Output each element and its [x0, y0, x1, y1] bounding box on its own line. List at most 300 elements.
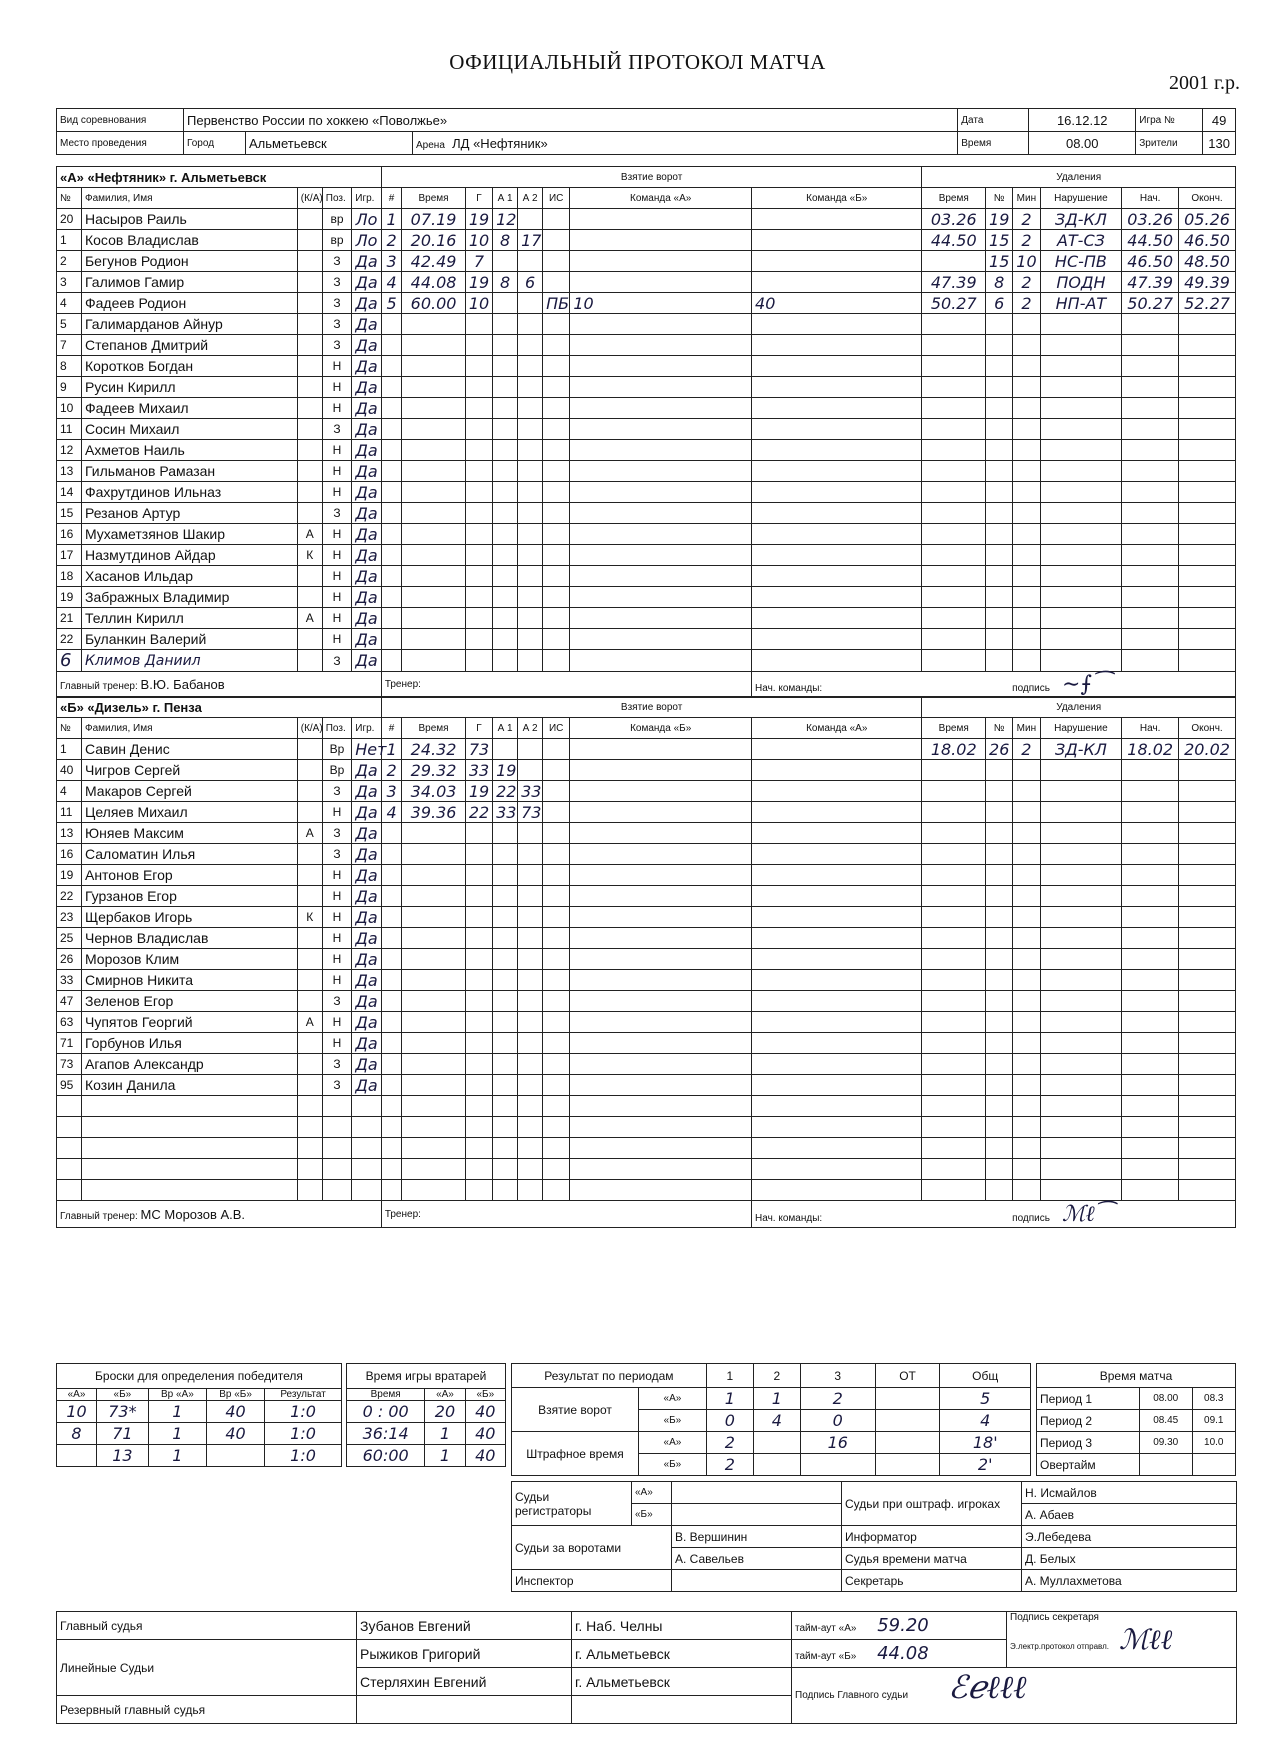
- goal-assist-2: [518, 1033, 543, 1054]
- goal-assist-1: 22: [493, 781, 518, 802]
- player-role: [297, 482, 322, 503]
- penalty-time: 47.39: [922, 272, 986, 293]
- col-g: Г: [465, 718, 492, 739]
- goal-time: [402, 928, 466, 949]
- penalty-start: 44.50: [1122, 230, 1179, 251]
- penalty-start: [1122, 1012, 1179, 1033]
- player-role: [297, 587, 322, 608]
- player-name: Галимов Гамир: [81, 272, 297, 293]
- penalty-minutes: [1013, 886, 1040, 907]
- penalty-minutes: [1013, 587, 1040, 608]
- penalty-violation: [1040, 844, 1122, 865]
- player-played: Да: [352, 398, 382, 419]
- penalty-player: [986, 398, 1013, 419]
- goal-assist-1: 8: [493, 272, 518, 293]
- penalty-time: [922, 524, 986, 545]
- goal-situation: [543, 1012, 570, 1033]
- goal-scorer: [465, 356, 492, 377]
- shootout-team-a: [570, 608, 752, 629]
- penalty-violation: [1040, 503, 1122, 524]
- goal-assist-2: [518, 398, 543, 419]
- shootout-team-a: [570, 970, 752, 991]
- linesman-1: Рыжиков Григорий: [357, 1640, 572, 1668]
- player-name: Фадеев Родион: [81, 293, 297, 314]
- penalty-time: 18.02: [922, 739, 986, 760]
- table-row: [57, 272, 1236, 293]
- penalty-minutes: 10: [1013, 251, 1040, 272]
- shootout-team-b: [752, 991, 922, 1012]
- player-number: 1: [57, 739, 82, 760]
- goal-scorer: 22: [465, 802, 492, 823]
- player-position: З: [322, 991, 352, 1012]
- shootout-team-b: [752, 760, 922, 781]
- goal-number: 5: [381, 293, 401, 314]
- player-played: Да: [352, 461, 382, 482]
- penalty-start: [1122, 844, 1179, 865]
- penalty-violation: [1040, 314, 1122, 335]
- registrar-a-label: «А»: [632, 1482, 672, 1504]
- goal-assist-1: [493, 991, 518, 1012]
- player-role: К: [297, 545, 322, 566]
- team-a-coach-label: Главный тренер:: [60, 681, 138, 692]
- penalty-start: [1122, 377, 1179, 398]
- penalty-minutes: [1013, 314, 1040, 335]
- goal-scorer: [465, 461, 492, 482]
- goal-scorer: [465, 1117, 492, 1138]
- player-role: [297, 865, 322, 886]
- table-row: [57, 419, 1236, 440]
- penalty-violation: [1040, 1012, 1122, 1033]
- shootout-team-a: [570, 886, 752, 907]
- main-ref-city: г. Наб. Челны: [572, 1612, 792, 1640]
- penalty-end: [1179, 844, 1236, 865]
- player-played: [352, 1096, 382, 1117]
- player-number: [57, 1096, 82, 1117]
- goal-assist-2: 17: [518, 230, 543, 251]
- goal-time: [402, 844, 466, 865]
- goal-number: [381, 1159, 401, 1180]
- goal-situation: [543, 314, 570, 335]
- penalty-end: [1179, 1012, 1236, 1033]
- table-row: [57, 886, 1236, 907]
- goal-time: [402, 566, 466, 587]
- table-row: [57, 335, 1236, 356]
- player-played: Да: [352, 587, 382, 608]
- player-role: [297, 503, 322, 524]
- penalty-player: [986, 928, 1013, 949]
- penalty-time: [922, 1054, 986, 1075]
- penalty-minutes: [1013, 440, 1040, 461]
- goal-time: 29.32: [402, 760, 466, 781]
- player-number: [57, 1180, 82, 1201]
- goal-assist-1: 12: [493, 209, 518, 230]
- penalty-time: [922, 377, 986, 398]
- goalie-time-row: [347, 1445, 506, 1467]
- goal-number: [381, 503, 401, 524]
- team-a-coach: В.Ю. Бабанов: [140, 677, 225, 692]
- shootout-team-a: [570, 1138, 752, 1159]
- goal-scorer: [465, 545, 492, 566]
- goals-b-total: 4: [940, 1410, 1031, 1432]
- goal-number: [381, 1096, 401, 1117]
- shootout-team-a: [570, 781, 752, 802]
- player-played: Да: [352, 440, 382, 461]
- reserve-ref-city: [572, 1696, 792, 1724]
- player-number: 6: [57, 650, 82, 672]
- reserve-ref-label: Резервный главный судья: [57, 1696, 357, 1724]
- player-played: Ло: [352, 230, 382, 251]
- match-header: [56, 108, 1236, 155]
- goal-number: [381, 566, 401, 587]
- goal-time: 44.08: [402, 272, 466, 293]
- goal-situation: [543, 928, 570, 949]
- player-number: 40: [57, 760, 82, 781]
- player-number: 22: [57, 629, 82, 650]
- game-value: 49: [1203, 109, 1236, 132]
- penalty-violation: [1040, 802, 1122, 823]
- goal-assist-1: [493, 1117, 518, 1138]
- penalty-end: 20.02: [1179, 739, 1236, 760]
- penalty-start: 18.02: [1122, 739, 1179, 760]
- shootout-team-a: [570, 844, 752, 865]
- penalty-start: [1122, 1075, 1179, 1096]
- shootout-team-a: [570, 209, 752, 230]
- goal-assist-1: [493, 629, 518, 650]
- player-name: Антонов Егор: [81, 865, 297, 886]
- goal-scorer: [465, 377, 492, 398]
- penalty-start: [1122, 629, 1179, 650]
- goal-assist-1: [493, 739, 518, 760]
- shootout-team-a: [570, 482, 752, 503]
- col-pen-end: Оконч.: [1179, 718, 1236, 739]
- table-row: [57, 230, 1236, 251]
- goal-time: 60.00: [402, 293, 466, 314]
- goal-scorer: 10: [465, 293, 492, 314]
- penalty-minutes: [1013, 566, 1040, 587]
- periods-table: [511, 1363, 1031, 1476]
- penalty-end: [1179, 650, 1236, 672]
- player-number: 7: [57, 335, 82, 356]
- goal-scorer: [465, 587, 492, 608]
- penalty-player: [986, 1054, 1013, 1075]
- penalty-time: [922, 1159, 986, 1180]
- penalty-minutes: [1013, 1180, 1040, 1201]
- goal-situation: [543, 1180, 570, 1201]
- goal-assist-1: [493, 377, 518, 398]
- match-time-table: [1036, 1363, 1236, 1476]
- goal-assist-1: [493, 398, 518, 419]
- secretary-sign-label: Подпись секретаря: [1010, 1612, 1099, 1623]
- penalty-minutes: [1013, 949, 1040, 970]
- table-row: [57, 650, 1236, 672]
- penalty-player: [986, 650, 1013, 672]
- shootout-col: «Б»: [97, 1389, 149, 1401]
- goal-number: [381, 886, 401, 907]
- player-number: 3: [57, 272, 82, 293]
- player-position: Н: [322, 356, 352, 377]
- penalty-start: [1122, 419, 1179, 440]
- goal-assist-2: [518, 886, 543, 907]
- team-b-goals-title: Взятие ворот: [381, 697, 922, 718]
- goal-assist-2: [518, 314, 543, 335]
- goal-assist-1: [493, 419, 518, 440]
- col-g: Г: [465, 188, 492, 209]
- shootout-team-a: [570, 587, 752, 608]
- goal-assist-1: [493, 566, 518, 587]
- col-pen-start: Нач.: [1122, 718, 1179, 739]
- penalty-time: [922, 650, 986, 672]
- goal-scorer: [465, 949, 492, 970]
- goal-situation: [543, 650, 570, 672]
- player-name: Козин Данила: [81, 1075, 297, 1096]
- shootout-team-b: [752, 272, 922, 293]
- goal-assist-2: [518, 251, 543, 272]
- penalty-time: [922, 886, 986, 907]
- penalty-violation: [1040, 482, 1122, 503]
- goal-situation: [543, 886, 570, 907]
- match-time-cell: Овертайм: [1037, 1454, 1140, 1476]
- goal-time: [402, 1012, 466, 1033]
- goal-situation: [543, 545, 570, 566]
- table-row: [57, 970, 1236, 991]
- penalty-violation: [1040, 1096, 1122, 1117]
- referees-table: [56, 1611, 1237, 1724]
- player-number: 47: [57, 991, 82, 1012]
- goal-scorer: [465, 1096, 492, 1117]
- penalty-end: [1179, 608, 1236, 629]
- goals-a-p2: 1: [753, 1388, 800, 1410]
- player-position: Н: [322, 545, 352, 566]
- table-row: [57, 377, 1236, 398]
- goal-assist-1: [493, 907, 518, 928]
- penalty-end: [1179, 377, 1236, 398]
- goal-scorer: 19: [465, 781, 492, 802]
- penalty-time: [922, 356, 986, 377]
- goal-number: [381, 928, 401, 949]
- penalty-player: [986, 1159, 1013, 1180]
- goal-scorer: [465, 865, 492, 886]
- penalty-end: [1179, 802, 1236, 823]
- penalty-player: [986, 1117, 1013, 1138]
- player-position: Н: [322, 461, 352, 482]
- player-position: З: [322, 314, 352, 335]
- player-name: [81, 1159, 297, 1180]
- penalty-time: [922, 629, 986, 650]
- penalty-end: [1179, 566, 1236, 587]
- penalty-minutes: [1013, 503, 1040, 524]
- penalty-player: [986, 608, 1013, 629]
- goalie-time-cell: 1: [425, 1423, 465, 1445]
- penalty-violation: [1040, 1075, 1122, 1096]
- goal-situation: [543, 251, 570, 272]
- goal-time: [402, 886, 466, 907]
- penalty-minutes: 2: [1013, 209, 1040, 230]
- goal-situation: [543, 1159, 570, 1180]
- penalty-minutes: [1013, 865, 1040, 886]
- col-pen-no: №: [986, 718, 1013, 739]
- player-position: Н: [322, 949, 352, 970]
- goal-assist-2: [518, 907, 543, 928]
- player-number: 20: [57, 209, 82, 230]
- player-number: 5: [57, 314, 82, 335]
- player-played: Да: [352, 650, 382, 672]
- shootout-team-b: [752, 1096, 922, 1117]
- player-number: [57, 1159, 82, 1180]
- goal-time: [402, 907, 466, 928]
- goal-scorer: [465, 503, 492, 524]
- player-number: 16: [57, 844, 82, 865]
- table-row: [57, 1117, 1236, 1138]
- period-1: 1: [706, 1364, 753, 1388]
- player-played: [352, 1138, 382, 1159]
- player-position: Н: [322, 524, 352, 545]
- linesman-2: Стерляхин Евгений: [357, 1668, 572, 1696]
- goals-a-label: «А»: [639, 1388, 707, 1410]
- penalty-minutes: [1013, 907, 1040, 928]
- player-role: [297, 1117, 322, 1138]
- penalty-minutes: [1013, 1075, 1040, 1096]
- team-a-table: [56, 166, 1236, 698]
- goal-time: [402, 991, 466, 1012]
- goal-number: [381, 1075, 401, 1096]
- player-number: 33: [57, 970, 82, 991]
- player-name: Русин Кирилл: [81, 377, 297, 398]
- player-role: [297, 781, 322, 802]
- player-number: 16: [57, 524, 82, 545]
- player-played: Да: [352, 781, 382, 802]
- player-role: [297, 739, 322, 760]
- penalty-minutes: [1013, 461, 1040, 482]
- player-name: Мухаметзянов Шакир: [81, 524, 297, 545]
- col-is: ИС: [543, 718, 570, 739]
- goal-scorer: 33: [465, 760, 492, 781]
- goal-assist-1: [493, 928, 518, 949]
- goal-situation: [543, 1117, 570, 1138]
- goal-number: [381, 970, 401, 991]
- shootout-team-a: [570, 629, 752, 650]
- table-row: [57, 928, 1236, 949]
- goal-number: [381, 1180, 401, 1201]
- col-name: Фамилия, Имя: [81, 188, 297, 209]
- goal-assist-1: [493, 314, 518, 335]
- penalty-player: [986, 1138, 1013, 1159]
- penalty-violation: [1040, 1033, 1122, 1054]
- penalty-player: [986, 1075, 1013, 1096]
- goal-assist-1: 19: [493, 760, 518, 781]
- penalty-violation: [1040, 781, 1122, 802]
- shootout-team-b: [752, 1180, 922, 1201]
- player-position: [322, 1138, 352, 1159]
- goal-number: [381, 1033, 401, 1054]
- penalty-time: [922, 844, 986, 865]
- penalty-end: [1179, 781, 1236, 802]
- goal-number: [381, 524, 401, 545]
- player-number: 25: [57, 928, 82, 949]
- col-pen-end: Оконч.: [1179, 188, 1236, 209]
- col-team-b: Команда «Б»: [752, 188, 922, 209]
- penalty-end: [1179, 1075, 1236, 1096]
- goal-assist-2: [518, 1117, 543, 1138]
- goal-assist-1: [493, 823, 518, 844]
- player-name: Фахрутдинов Ильназ: [81, 482, 297, 503]
- date-label: Дата: [958, 109, 1029, 132]
- competition-label: Вид соревнования: [57, 109, 184, 132]
- goal-scorer: [465, 1054, 492, 1075]
- penalty-start: [1122, 440, 1179, 461]
- col-pen-time: Время: [922, 188, 986, 209]
- penalty-start: [1122, 991, 1179, 1012]
- goal-assist-1: [493, 1075, 518, 1096]
- goal-situation: [543, 461, 570, 482]
- match-time-cell: 09.30: [1139, 1432, 1192, 1454]
- goal-scorer: [465, 1159, 492, 1180]
- penalty-end: 49.39: [1179, 272, 1236, 293]
- goal-scorer: [465, 928, 492, 949]
- penalty-violation: [1040, 886, 1122, 907]
- shootout-team-b: [752, 629, 922, 650]
- player-number: [57, 1117, 82, 1138]
- player-played: Да: [352, 251, 382, 272]
- goal-scorer: [465, 886, 492, 907]
- penalty-time: [922, 503, 986, 524]
- player-played: Да: [352, 802, 382, 823]
- goal-situation: [543, 356, 570, 377]
- goal-assist-1: [493, 251, 518, 272]
- col-pen-viol: Нарушение: [1040, 718, 1122, 739]
- penalty-end: [1179, 1138, 1236, 1159]
- player-position: З: [322, 419, 352, 440]
- penalty-player: [986, 802, 1013, 823]
- shootout-team-a: [570, 1117, 752, 1138]
- period-total: Общ: [940, 1364, 1031, 1388]
- player-played: Да: [352, 566, 382, 587]
- goal-assist-2: [518, 566, 543, 587]
- penalty-violation: НП-АТ: [1040, 293, 1122, 314]
- goal-assist-1: 33: [493, 802, 518, 823]
- goal-assist-2: [518, 482, 543, 503]
- shootout-team-b: [752, 503, 922, 524]
- goal-assist-1: [493, 1054, 518, 1075]
- col-is: ИС: [543, 188, 570, 209]
- goal-number: [381, 314, 401, 335]
- goal-scorer: [465, 991, 492, 1012]
- match-time-cell: [1192, 1454, 1235, 1476]
- table-row: [57, 440, 1236, 461]
- player-position: Н: [322, 970, 352, 991]
- time-value: 08.00: [1029, 132, 1136, 155]
- goal-assist-1: [493, 1180, 518, 1201]
- shootout-team-a: [570, 440, 752, 461]
- goal-number: [381, 1054, 401, 1075]
- player-role: [297, 1138, 322, 1159]
- place-label: Место проведения: [57, 132, 184, 155]
- penalty-minutes: [1013, 1096, 1040, 1117]
- pen-b-label: «Б»: [639, 1454, 707, 1476]
- player-position: З: [322, 251, 352, 272]
- player-played: Да: [352, 377, 382, 398]
- player-name: Чернов Владислав: [81, 928, 297, 949]
- goal-number: 3: [381, 781, 401, 802]
- player-role: [297, 377, 322, 398]
- table-row: [57, 949, 1236, 970]
- team-a-sign-label: подпись: [1012, 683, 1050, 694]
- penalty-start: [1122, 335, 1179, 356]
- goal-assist-1: [493, 1138, 518, 1159]
- goalie-time-col: Время: [347, 1389, 425, 1401]
- team-b-coach: МС Морозов А.В.: [140, 1206, 246, 1222]
- penalty-violation: [1040, 440, 1122, 461]
- goals-a-ot: [875, 1388, 940, 1410]
